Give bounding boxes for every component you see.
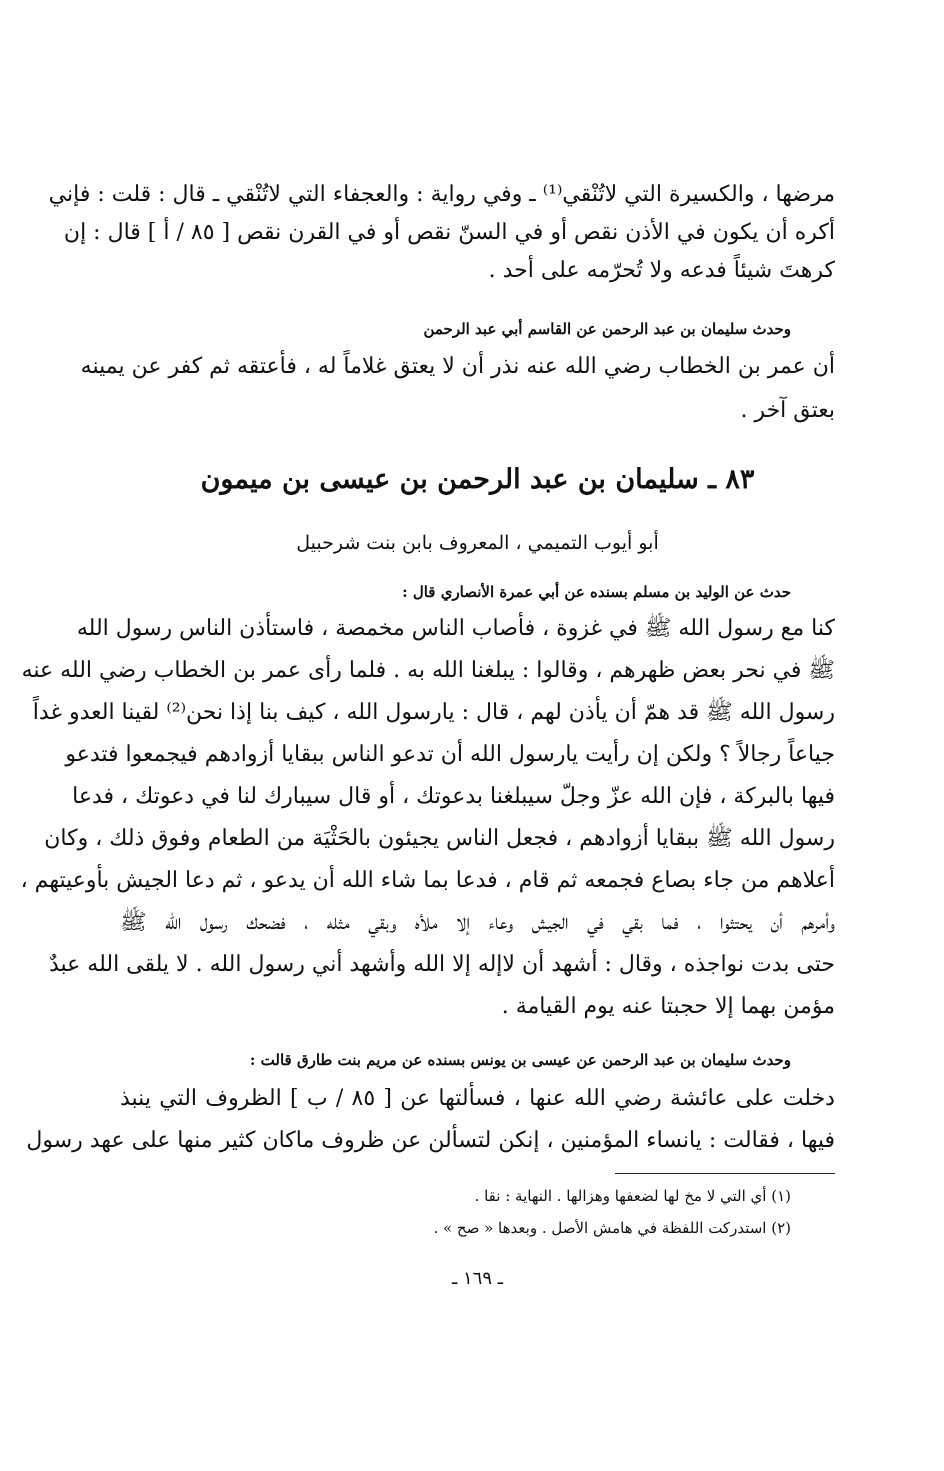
para1-line: كرهتَ شيئاً فدعه ولا تُحرّمه على أحد . — [488, 258, 835, 283]
para2-line: بعتق آخر . — [740, 398, 835, 423]
para3-line: كنا مع رسول الله ﷺ في غزوة ، فأصاب الناس مخمصة ، فاستأذن الناس رسول الله — [76, 616, 835, 641]
para3-line: رسول الله ﷺ قد همّ أن يأذن لهم ، قال : يارسول الله ، كيف بنا إذا نحن⁽²⁾ لقينا العدو غداً — [32, 700, 835, 725]
para2-line: أن عمر بن الخطاب رضي الله عنه نذر أن لا يعتق غلاماً له ، فأعتقه ثم كفر عن يمينه — [80, 354, 835, 379]
para1-line: مرضها ، والكسيرة التي لاتُنْقي⁽¹⁾ ـ وفي رواية : والعجفاء التي لاتُنْقي ـ قال : قلت : فإني — [48, 182, 835, 207]
footnote-2: (٢) استدركت اللفظة في هامش الأصل . وبعدها « صح » . — [433, 1219, 791, 1237]
document-page — [20, 150, 835, 1330]
para3-line: مؤمن بهما إلا حجبتا عنه يوم القيامة . — [501, 994, 835, 1019]
para3-line: حتى بدت نواجذه ، وقال : أشهد أن لاإله إلا الله وأشهد أني رسول الله . لا يلقى الله عبدٌ — [48, 952, 835, 977]
entry-heading: ٨٣ ـ سليمان بن عبد الرحمن بن عيسى بن ميمون — [200, 464, 755, 495]
para3-line: أعلاهم من جاء بصاع فجمعه ثم قام ، فدعا بما شاء الله أن يدعو ، ثم دعا الجيش بأوعيتهم ، — [20, 868, 835, 893]
para1-line: أكره أن يكون في الأذن نقص أو في السنّ نقص أو في القرن نقص [ ٨٥ / أ ] قال : إن — [63, 220, 835, 245]
para3-line: جياعاً رجالاً ؟ ولكن إن رأيت يارسول الله أن تدعو الناس ببقايا أزوادهم فيجمعوا فتدعو — [65, 742, 835, 767]
footnote-separator — [615, 1173, 835, 1174]
para3-line: فيها بالبركة ، فإن الله عزّ وجلّ سيبلغنا بدعوتك ، أو قال سيبارك لنا في دعوتك ، فدعا — [72, 784, 835, 809]
page-number: ـ ١٦٩ ـ — [451, 1268, 503, 1289]
isnad-chain-2: حدث عن الوليد بن مسلم بسنده عن أبي عمرة الأنصاري قال : — [402, 583, 791, 601]
footnote-1: (١) أي التي لا مخ لها لضعفها وهزالها . النهاية : نقا . — [474, 1187, 791, 1205]
para4-line: دخلت على عائشة رضي الله عنها ، فسألتها عن [ ٨٥ / ب ] الظروف التي ينبذ — [120, 1086, 835, 1111]
para4-line: فيها ، فقالت : يانساء المؤمنين ، إنكن لتسألن عن ظروف ماكان كثير منها على عهد رسول — [26, 1128, 835, 1153]
entry-subheading: أبو أيوب التميمي ، المعروف بابن بنت شرحبيل — [296, 532, 659, 554]
para3-line: ﷺ في نحر بعض ظهرهم ، وقالوا : يبلغنا الله به . فلما رأى عمر بن الخطاب رضي الله عنه — [21, 658, 835, 683]
para3-line: وأمرهم أن يحتثوا ، فما بقي في الجيش وعاء إلا ملأه وبقي مثله ، فضحك رسول الله ﷺ — [120, 910, 835, 935]
isnad-chain-1: وحدث سليمان بن عبد الرحمن عن القاسم أبي عبد الرحمن — [423, 320, 791, 338]
para3-line: رسول الله ﷺ ببقايا أزوادهم ، فجعل الناس يجيئون بالحَثْيَة من الطعام وفوق ذلك ، وكان — [44, 826, 835, 851]
isnad-chain-3: وحدث سليمان بن عبد الرحمن عن عيسى بن يونس بسنده عن مريم بنت طارق قالت : — [249, 1051, 791, 1069]
